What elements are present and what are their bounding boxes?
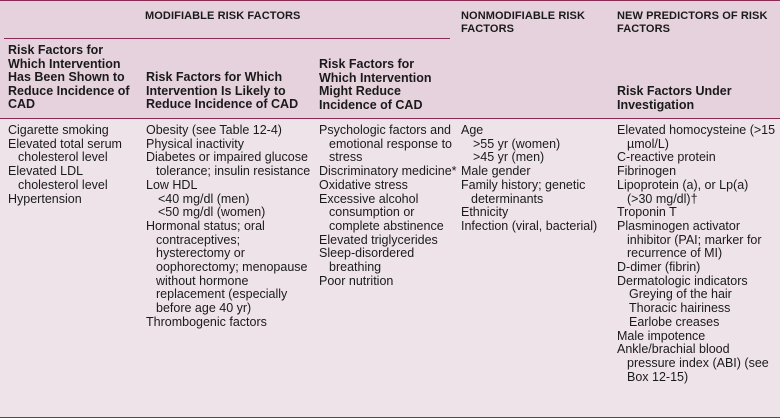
risk-factor-item: Psychologic factors and emotional response to stress (319, 123, 452, 165)
header-modifiable: MODIFIABLE RISK FACTORS (145, 10, 301, 22)
risk-factor-item: Hormonal status; oral contraceptives; hysterectomy or oophorectomy; menopause without hormone replacement (especially before age 40 yr) (146, 218, 308, 316)
risk-factor-item: Elevated homocysteine (>15 µmol/L) (617, 123, 776, 151)
risk-factor-item: Family history; genetic determinants (461, 177, 586, 206)
risk-factor-item: Elevated total serum cholesterol level (8, 136, 122, 165)
subheader-col5: Risk Factors Under Investigation (617, 84, 732, 112)
risk-factor-item: C-reactive protein (617, 150, 716, 165)
risk-factor-item: Thoracic hairiness (629, 301, 731, 316)
risk-factor-item: Greying of the hair (629, 287, 732, 302)
risk-factor-item: Hypertension (8, 191, 82, 206)
risk-factor-item: Lipoprotein (a), or Lp(a) (>30 mg/dl)† (617, 177, 749, 206)
risk-factor-item: Troponin T (617, 205, 677, 220)
risk-factor-item: Fibrinogen (617, 164, 677, 179)
subheader-col2: Risk Factors for Which Intervention Is Likely to Reduce Incidence of CAD (146, 70, 299, 112)
risk-factor-item: Thrombogenic factors (146, 314, 267, 329)
risk-factor-item: Ankle/brachial blood pressure index (ABI) (see Box 12-15) (617, 342, 769, 384)
risk-factor-item: Diabetes or impaired glucose tolerance; insulin resistance (146, 150, 311, 179)
header-new-predictors: NEW PREDICTORS OF RISK FACTORS (617, 10, 768, 35)
risk-factor-item: Male gender (461, 164, 531, 179)
subheader-col1: Risk Factors for Which Intervention Has Been Shown to Reduce Incidence of CAD (8, 43, 130, 112)
header-nonmodifiable: NONMODIFIABLE RISK FACTORS (461, 10, 586, 35)
risk-factor-item: Oxidative stress (319, 177, 408, 192)
risk-factor-item: <40 mg/dl (men) (158, 191, 250, 206)
risk-factor-item: Earlobe creases (629, 314, 720, 329)
risk-factor-item: <50 mg/dl (women) (158, 205, 266, 220)
risk-factor-item: Discriminatory medicine* (319, 164, 457, 179)
column-modifiable-likely (146, 124, 316, 330)
subheader-col3: Risk Factors for Which Intervention Might Reduce Incidence of CAD (319, 57, 432, 112)
risk-factor-item: Plasminogen activator inhibitor (PAI; marker for recurrence of MI) (617, 218, 762, 261)
risk-factor-item: Obesity (see Table 12-4) (146, 123, 282, 137)
risk-factor-item: Poor nutrition (319, 273, 394, 288)
column-nonmodifiable (461, 124, 613, 234)
column-modifiable-proven (8, 124, 140, 206)
risk-factor-item: D-dimer (fibrin) (617, 260, 701, 275)
risk-factor-item: Cigarette smoking (8, 123, 109, 137)
risk-factor-item: >55 yr (women) (473, 136, 561, 151)
subheader-rule (0, 118, 780, 119)
risk-factor-item: >45 yr (men) (473, 150, 545, 165)
risk-factor-item: Sleep-disordered breathing (319, 246, 415, 275)
risk-factor-item: Male impotence (617, 328, 706, 343)
risk-factor-item: Age (461, 123, 484, 137)
top-rule (0, 0, 780, 1)
risk-factor-item: Elevated LDL cholesterol level (8, 164, 108, 192)
risk-factor-item: Physical inactivity (146, 136, 244, 151)
modifiable-underline (4, 38, 450, 39)
risk-factor-item: Infection (viral, bacterial) (461, 218, 598, 233)
risk-factor-item: Excessive alcohol consumption or complete abstinence (319, 191, 444, 233)
risk-factor-item: Low HDL (146, 177, 198, 192)
column-under-investigation (617, 124, 777, 384)
risk-factor-item: Ethnicity (461, 205, 509, 220)
column-modifiable-might (319, 124, 457, 288)
risk-factor-item: Dermatologic indicators (617, 273, 748, 288)
risk-factor-item: Elevated triglycerides (319, 232, 438, 247)
